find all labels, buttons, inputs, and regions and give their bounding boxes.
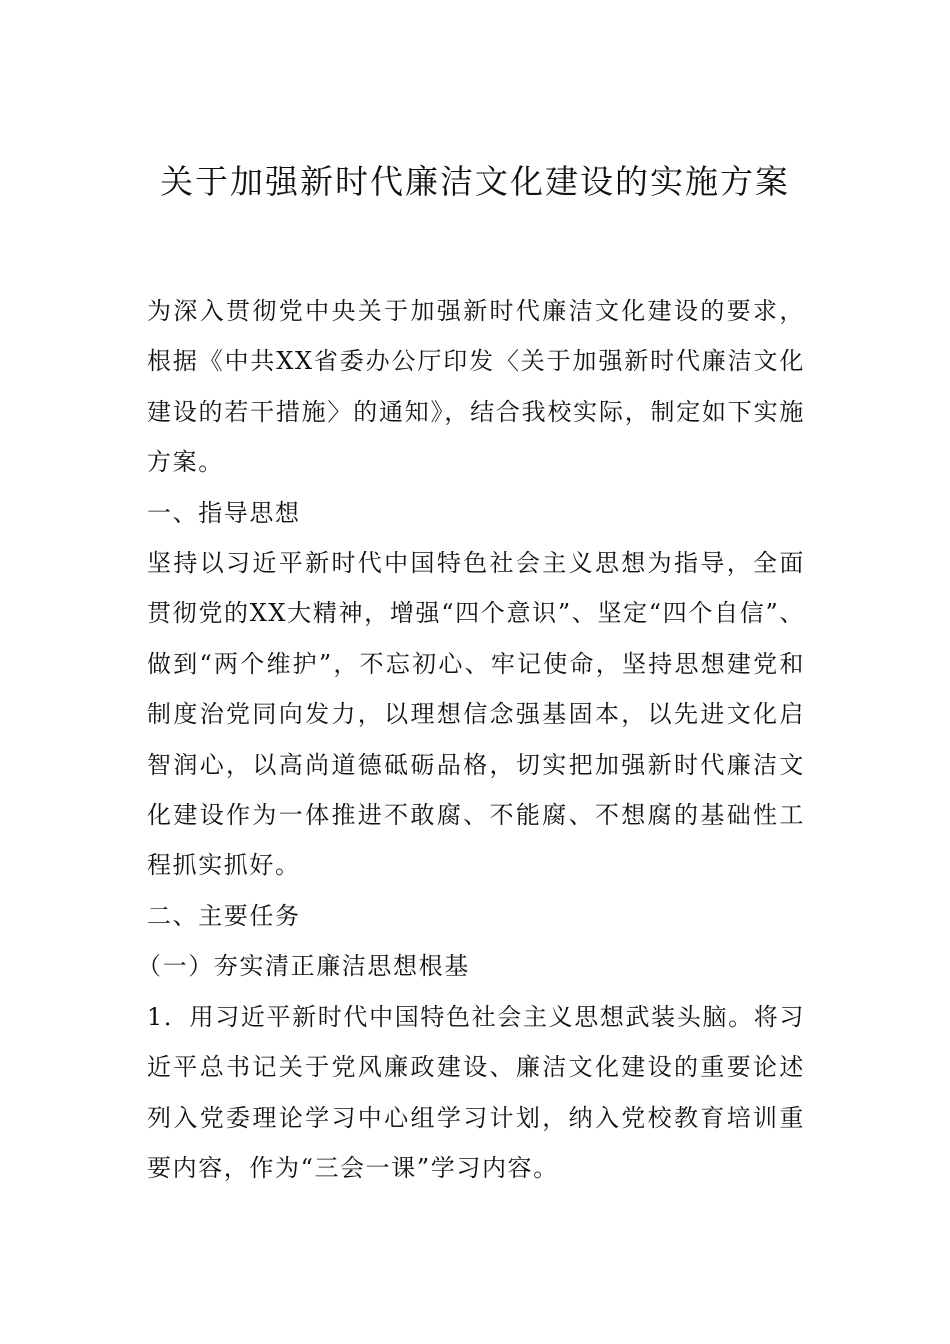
task-item-1: 1．用习近平新时代中国特色社会主义思想武装头脑。将习近平总书记关于党风廉政建设、廉洁文化建设的重要论述列入党委理论学习中心组学习计划，纳入党校教育培训重要内容，作为“三会一课”学习内容。 (147, 1002, 805, 1182)
document-title: 关于加强新时代廉洁文化建设的实施方案 (160, 162, 790, 201)
section-heading-main-tasks: 二、主要任务 (147, 901, 301, 930)
subsection-heading-ideological-foundation: （一）夯实清正廉洁思想根基 (137, 952, 470, 981)
section-heading-guiding-ideology: 一、指导思想 (147, 498, 301, 527)
intro-paragraph: 为深入贯彻党中央关于加强新时代廉洁文化建设的要求，根据《中共XX省委办公厅印发〈关于加强新时代廉洁文化建设的若干措施〉的通知》，结合我校实际，制定如下实施方案。 (147, 297, 805, 477)
guiding-ideology-paragraph: 坚持以习近平新时代中国特色社会主义思想为指导，全面贯彻党的XX大精神，增强“四个意识”、坚定“四个自信”、做到“两个维护”，不忘初心、牢记使命，坚持思想建党和制度治党同向发力，以理想信念强基固本，以先进文化启智润心，以高尚道德砥砺品格，切实把加强新时代廉洁文化建设作为一体推进不敢腐、不能腐、不想腐的基础性工程抓实抓好。 (147, 549, 805, 880)
document-body (137, 286, 805, 1193)
